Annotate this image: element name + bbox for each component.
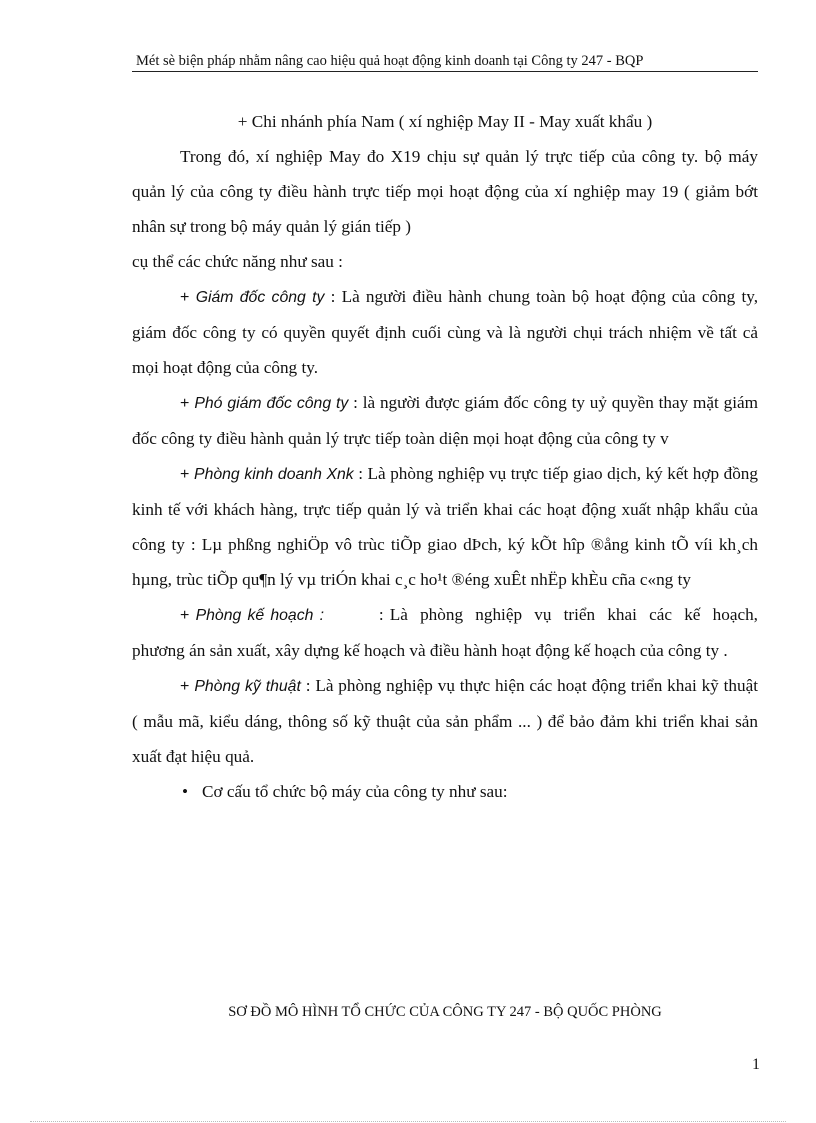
structure-bullet-item (132, 774, 758, 809)
planning-dept-title: Phòng kế hoạch : (195, 607, 324, 624)
plus-sign: + (180, 678, 195, 695)
page-number: 1 (752, 1056, 760, 1073)
deputy-director-text: : là người được giám đốc công ty uỷ quyền thay mặt giám đốc công ty điều hành quản lý trực tiếp toàn diện mọi hoạt động của công ty v (132, 393, 758, 448)
planning-dept-text: : Là phòng nghiệp vụ triển khai các kế hoạch, phương án sản xuất, xây dựng kế hoạch và điều hành hoạt động kế hoạch của công ty . (132, 605, 763, 660)
technical-dept-text: : Là phòng nghiệp vụ thực hiện các hoạt động triển khai kỹ thuật ( mẫu mã, kiểu dáng, thông số kỹ thuật của sản phẩm ... ) để bảo đảm khi triển khai sản xuất đạt hiệu quả. (132, 676, 758, 766)
deputy-director-paragraph (132, 385, 758, 456)
running-header-title: Mét sè biện pháp nhằm nâng cao hiệu quả hoạt động kinh doanh tại Công ty 247 - BQP (136, 53, 644, 69)
business-dept-text: : Là phòng nghiệp vụ trực tiếp giao dịch, ký kết hợp đồng kinh tế với khách hàng, trực tiếp quản lý và triển khai các hoạt động xuất nhập khẩu của công ty : Lµ phßng nghiÖp vô trùc tiÕp giao dÞch, ký kÕt hîp ®ång kinh tÕ víi kh¸ch hµng, trùc tiÕp qu¶n lý vµ triÓn khai c¸c ho¹t ®éng xuÊt nhËp khÈu cña c«ng ty (132, 464, 758, 589)
structure-intro: Cơ cấu tổ chức bộ máy của công ty như sau: (202, 782, 508, 801)
business-dept-paragraph (132, 456, 758, 597)
bullet-icon: • (182, 782, 189, 801)
director-paragraph (132, 279, 758, 385)
deputy-director-title: Phó giám đốc công ty (194, 395, 349, 412)
technical-dept-paragraph (132, 668, 758, 774)
intro-paragraph: Trong đó, xí nghiệp May đo X19 chịu sự quản lý trực tiếp của công ty. bộ máy quản lý của công ty điều hành trực tiếp mọi hoạt động của xí nghiệp may 19 ( giảm bớt nhân sự trong bộ máy quản lý gián tiếp ) (132, 147, 758, 236)
diagram-title: SƠ ĐỒ MÔ HÌNH TỔ CHỨC CỦA CÔNG TY 247 - BỘ QUỐC PHÒNG (228, 1004, 662, 1020)
business-dept-title: Phòng kinh doanh Xnk (194, 466, 354, 483)
plus-sign: + (180, 607, 196, 624)
plus-sign: + (180, 289, 196, 306)
plus-sign: + (180, 395, 195, 412)
functions-intro: cụ thể các chức năng như sau : (132, 252, 343, 271)
document-body (132, 104, 763, 809)
page-bottom-divider (30, 1121, 786, 1122)
planning-dept-paragraph (132, 597, 763, 668)
director-title: Giám đốc công ty (195, 289, 325, 306)
plus-sign: + (180, 466, 195, 483)
running-header (132, 52, 758, 72)
technical-dept-title: Phòng kỹ thuật (194, 678, 301, 695)
director-text: : Là người điều hành chung toàn bộ hoạt động của công ty, giám đốc công ty có quyền quyết định cuối cùng và là người chụi trách nhiệm về tất cả mọi hoạt động của công ty. (132, 287, 758, 377)
southern-branch-line: + Chi nhánh phía Nam ( xí nghiệp May II - May xuất khẩu ) (237, 112, 653, 131)
